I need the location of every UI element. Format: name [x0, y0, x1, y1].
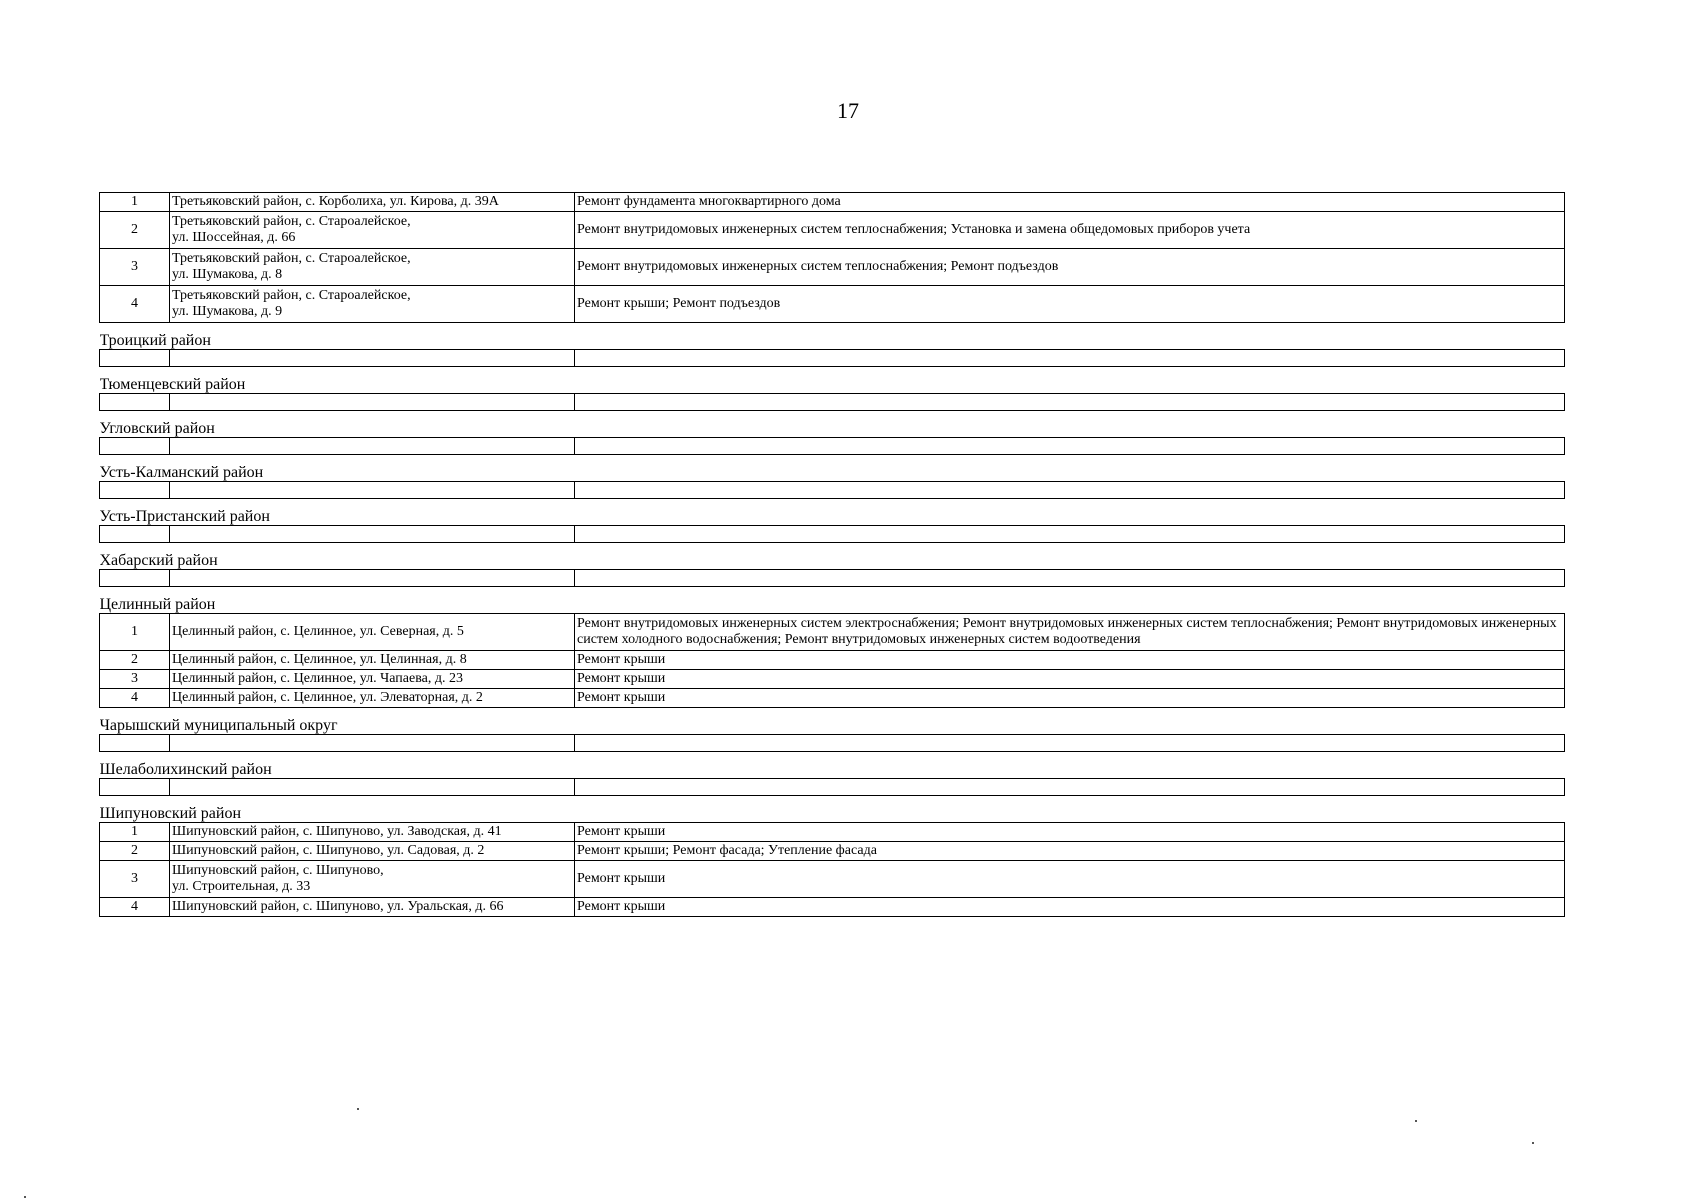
section-row: [100, 499, 1565, 526]
table-row: [100, 212, 1565, 249]
section-row: [100, 752, 1565, 779]
row-work-type: Ремонт внутридомовых инженерных систем электроснабжения; Ремонт внутридомовых инженерных систем теплоснабжения; Ремонт внутридомовых инженерных систем холодного водоснабжения; Ремонт внутридомовых инженерных систем водоотведения: [575, 614, 1565, 651]
section-title-ust-pristansky: Усть-Пристанский район: [100, 499, 1565, 526]
row-number: 4: [100, 286, 170, 323]
row-address: Третьяковский район, с. Корболиха, ул. Кирова, д. 39А: [170, 193, 575, 212]
table-row: [100, 689, 1565, 708]
row-number: 4: [100, 689, 170, 708]
table-row: [100, 842, 1565, 861]
row-number: 2: [100, 842, 170, 861]
empty-row: [100, 394, 1565, 411]
page-number: 17: [837, 98, 859, 123]
section-row: [100, 411, 1565, 438]
table-row: [100, 249, 1565, 286]
table-row: [100, 193, 1565, 212]
section-row: [100, 367, 1565, 394]
row-work-type: Ремонт крыши: [575, 861, 1565, 898]
table-row: [100, 823, 1565, 842]
row-address: Шипуновский район, с. Шипуново, ул. Строительная, д. 33: [170, 861, 575, 898]
row-address: Третьяковский район, с. Староалейское, ул. Шумакова, д. 8: [170, 249, 575, 286]
section-row: [100, 323, 1565, 350]
scan-speck: [1415, 1120, 1417, 1122]
scan-speck: [1532, 1142, 1534, 1144]
table-row: [100, 651, 1565, 670]
repair-schedule-table: [99, 192, 1564, 917]
section-title-shelabolikhinsky: Шелаболихинский район: [100, 752, 1565, 779]
empty-row: [100, 779, 1565, 796]
section-title-charyshsky: Чарышский муниципальный округ: [100, 708, 1565, 735]
row-number: 1: [100, 193, 170, 212]
row-address: Шипуновский район, с. Шипуново, ул. Садовая, д. 2: [170, 842, 575, 861]
row-number: 1: [100, 823, 170, 842]
section-title-tselinny: Целинный район: [100, 587, 1565, 614]
empty-row: [100, 438, 1565, 455]
section-title-shipunovsky: Шипуновский район: [100, 796, 1565, 823]
section-row: [100, 796, 1565, 823]
table-row: [100, 670, 1565, 689]
row-number: 4: [100, 898, 170, 917]
row-work-type: Ремонт крыши: [575, 898, 1565, 917]
empty-row: [100, 350, 1565, 367]
row-number: 2: [100, 651, 170, 670]
section-row: [100, 587, 1565, 614]
section-row: [100, 543, 1565, 570]
row-number: 3: [100, 249, 170, 286]
row-work-type: Ремонт крыши; Ремонт подъездов: [575, 286, 1565, 323]
row-work-type: Ремонт внутридомовых инженерных систем теплоснабжения; Установка и замена общедомовых приборов учета: [575, 212, 1565, 249]
section-title-ust-kalmansky: Усть-Калманский район: [100, 455, 1565, 482]
section-title-uglovsky: Угловский район: [100, 411, 1565, 438]
scan-speck: [357, 1108, 359, 1110]
row-address: Целинный район, с. Целинное, ул. Элеваторная, д. 2: [170, 689, 575, 708]
row-work-type: Ремонт фундамента многоквартирного дома: [575, 193, 1565, 212]
row-number: 3: [100, 861, 170, 898]
section-row: [100, 455, 1565, 482]
table-row: [100, 614, 1565, 651]
section-title-khabarsky: Хабарский район: [100, 543, 1565, 570]
section-title-troitsky: Троицкий район: [100, 323, 1565, 350]
section-row: [100, 708, 1565, 735]
empty-row: [100, 570, 1565, 587]
row-number: 2: [100, 212, 170, 249]
table-row: [100, 898, 1565, 917]
row-work-type: Ремонт крыши: [575, 689, 1565, 708]
empty-row: [100, 526, 1565, 543]
row-work-type: Ремонт крыши; Ремонт фасада; Утепление фасада: [575, 842, 1565, 861]
empty-row: [100, 482, 1565, 499]
row-work-type: Ремонт крыши: [575, 651, 1565, 670]
empty-row: [100, 735, 1565, 752]
row-work-type: Ремонт внутридомовых инженерных систем теплоснабжения; Ремонт подъездов: [575, 249, 1565, 286]
section-title-tyumentsevsky: Тюменцевский район: [100, 367, 1565, 394]
row-number: 3: [100, 670, 170, 689]
row-address: Шипуновский район, с. Шипуново, ул. Уральская, д. 66: [170, 898, 575, 917]
row-address: Целинный район, с. Целинное, ул. Северная, д. 5: [170, 614, 575, 651]
row-address: Третьяковский район, с. Староалейское, ул. Шумакова, д. 9: [170, 286, 575, 323]
table-row: [100, 286, 1565, 323]
row-work-type: Ремонт крыши: [575, 670, 1565, 689]
row-address: Шипуновский район, с. Шипуново, ул. Заводская, д. 41: [170, 823, 575, 842]
row-address: Целинный район, с. Целинное, ул. Целинная, д. 8: [170, 651, 575, 670]
row-address: Третьяковский район, с. Староалейское, ул. Шоссейная, д. 66: [170, 212, 575, 249]
row-address: Целинный район, с. Целинное, ул. Чапаева, д. 23: [170, 670, 575, 689]
table-row: [100, 861, 1565, 898]
row-work-type: Ремонт крыши: [575, 823, 1565, 842]
scan-speck: [24, 1196, 26, 1198]
row-number: 1: [100, 614, 170, 651]
